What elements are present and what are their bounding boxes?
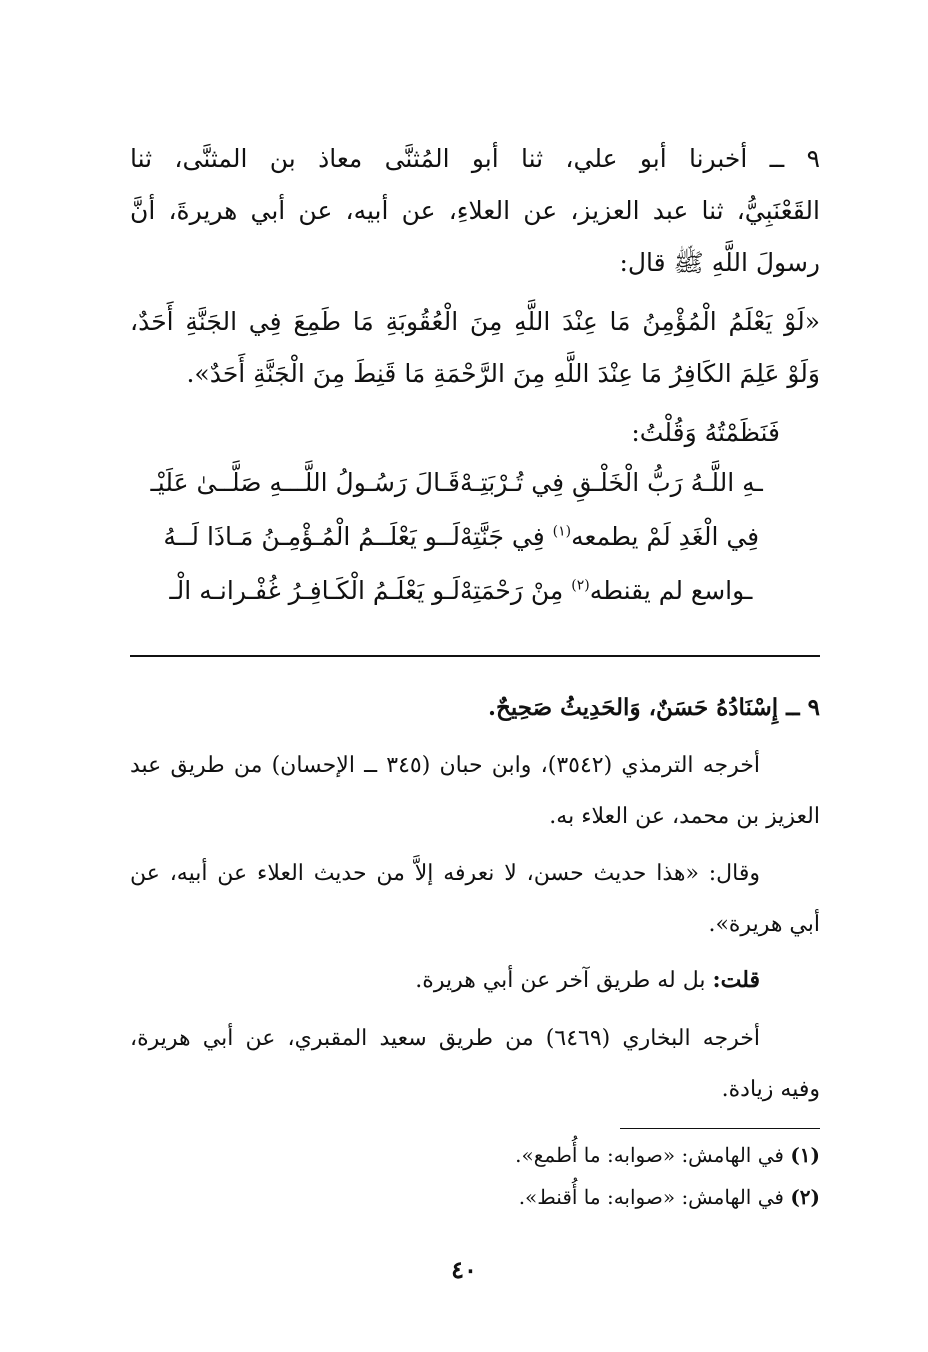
verse-2 xyxy=(130,522,820,574)
commentary-para-1 xyxy=(130,740,820,842)
hadith-block xyxy=(130,133,820,289)
commentary-para-4 xyxy=(130,1013,820,1115)
page-number: ٤٠ xyxy=(451,1255,477,1284)
footnote-divider xyxy=(620,1128,820,1129)
commentary-heading: ٩ ــ إِسْنَادُهُ حَسَنٌ، وَالحَدِيثُ صَحِيحٌ. xyxy=(487,694,820,721)
commentary-heading-block xyxy=(130,682,820,733)
commentary-para-2-text: وقال: «هذا حديث حسن، لا نعرفه إلاَّ من حديث العلاء عن أبيه، عن أبي هريرة». xyxy=(130,861,820,937)
footnote-1-number: (١) xyxy=(790,1143,820,1167)
verse-2-text-b: فِي جَنَّتِهْ xyxy=(460,522,553,551)
commentary-para-1-text: أخرجه الترمذي (٣٥٤٢)، وابن حبان (٣٤٥ ــ الإحسان) من طريق عبد العزيز بن محمد، عن العلاء به. xyxy=(130,753,820,829)
verse-2-second-hemistich xyxy=(460,522,820,574)
footnote-mark-2: (٢) xyxy=(571,577,590,594)
note-label: قلت: xyxy=(712,967,760,993)
footnote-1 xyxy=(515,1143,820,1167)
hadith-line-2: القَعْنَبِيُّ، ثنا عبد العزيز، عن العلاءِ، عن أبيه، عن أبي هريرةَ، أنَّ xyxy=(130,196,820,225)
commentary-para-3 xyxy=(130,955,820,1006)
commentary-para-4-text: أخرجه البخاري (٦٤٦٩) من طريق سعيد المقبري، عن أبي هريرة، وفيه زيادة. xyxy=(130,1026,820,1102)
quote-line-1: «لَوْ يَعْلَمُ الْمُؤْمِنُ مَا عِنْدَ اللَّهِ مِنَ الْعُقُوبَةِ مَا طَمِعَ فِي الجَنَّةِ أَحَدٌ، xyxy=(130,307,820,336)
quote-line-2: وَلَوْ عَلِمَ الكَافِرُ مَا عِنْدَ اللَّهِ مِنَ الرَّحْمَةِ مَا قَنِطَ مِنَ الْجَنَّةِ أَحَدٌ». xyxy=(186,359,820,388)
hadith-line-1: ٩ ــ أخبرنا أبو علي، ثنا أبو المُثنَّى معاذ بن المثنَّى، ثنا xyxy=(130,144,820,173)
commentary-para-2 xyxy=(130,848,820,950)
text-divider xyxy=(130,655,820,657)
hadith-line-3: رسولَ اللَّهِ ﷺ قال: xyxy=(619,248,820,277)
verse-1-second-hemistich: ـهِ اللَّـهُ رَبُّ الْخَلْـقِ فِي تُـرْبَتِـهْ xyxy=(460,468,763,497)
verse-2-first-hemistich: لَــو يَعْلَــمُ الْمُـؤْمِـنُ مَـاذَا لَــهُ xyxy=(163,522,460,551)
verse-3-first-hemistich: لَـو يَعْلَـمُ الْكَـافِـرُ غُفْـرانـه الْـ xyxy=(169,576,460,605)
verse-1-first-hemistich: قَـالَ رَسُـولُ اللَّـــهِ صَلَّــىٰ عَلَيْـ xyxy=(150,468,460,497)
footnote-mark-1: (١) xyxy=(552,523,572,540)
verse-3-text-a: ـواسع لم يقنطه xyxy=(589,576,753,605)
footnote-2-number: (٢) xyxy=(790,1185,820,1209)
verse-2-text-a: فِي الْغَدِ لَمْ يطمعه xyxy=(571,522,760,551)
footnote-2 xyxy=(519,1185,820,1209)
verse-3-second-hemistich xyxy=(460,576,820,628)
poem-intro-text: فَنَظَمْتُهُ وَقُلْتُ: xyxy=(631,418,780,447)
footnote-2-text: في الهامش: «صوابه: ما أُقنط». xyxy=(518,1185,784,1209)
footnote-1-text: في الهامش: «صوابه: ما أُطمع». xyxy=(515,1143,784,1167)
poem-intro xyxy=(130,407,820,459)
verse-1 xyxy=(130,468,820,520)
hadith-quote xyxy=(130,296,820,400)
commentary-para-3-text xyxy=(130,955,820,1006)
verse-3-text-b: مِنْ رَحْمَتِهْ xyxy=(460,576,572,605)
verse-3 xyxy=(130,576,820,628)
note-text: بل له طريق آخر عن أبي هريرة. xyxy=(415,968,713,993)
